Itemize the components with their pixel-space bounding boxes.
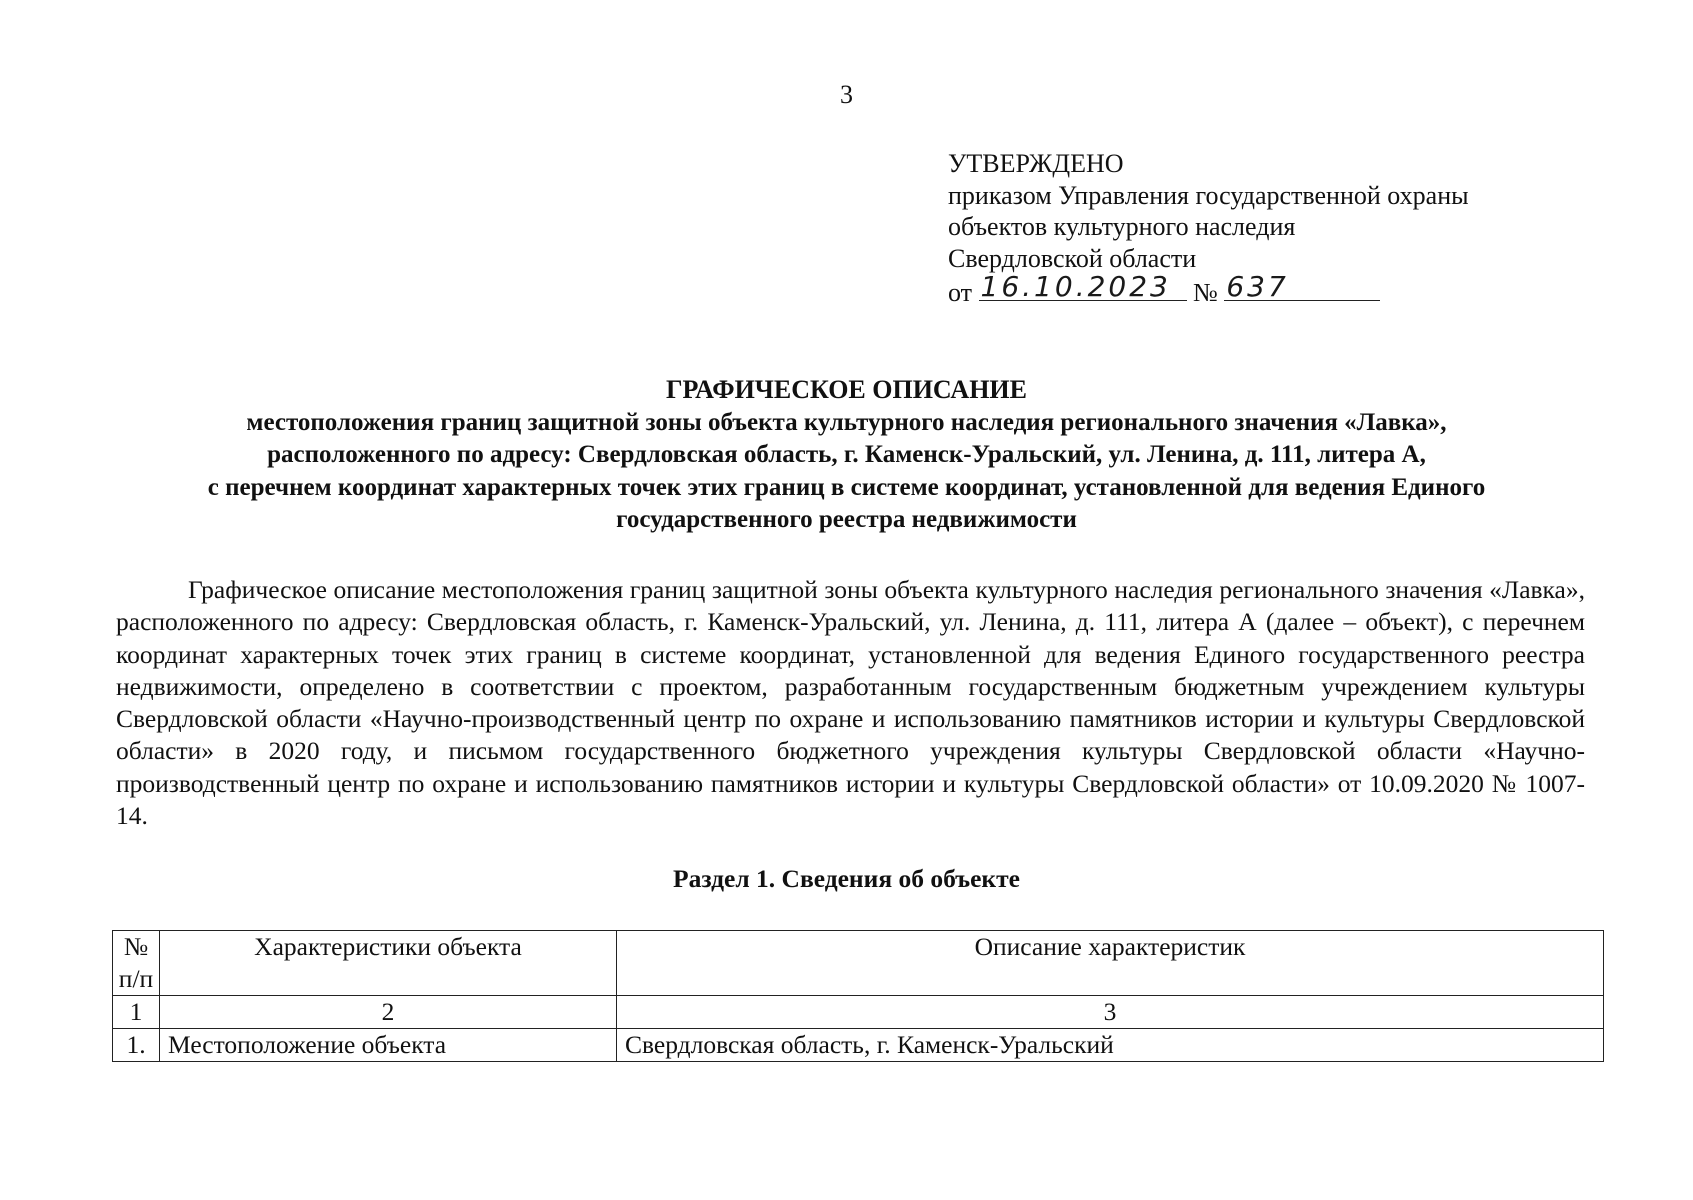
- approval-line-1: приказом Управления государственной охраны: [948, 180, 1469, 210]
- approval-block: [948, 148, 1568, 309]
- header-description: Описание характеристик: [617, 931, 1604, 996]
- column-number-2: 2: [160, 996, 617, 1029]
- document-title: [100, 374, 1593, 537]
- object-info-table: [112, 930, 1604, 1062]
- date-field: [979, 269, 1187, 303]
- handwritten-number: 637: [1226, 269, 1289, 303]
- number-prefix: №: [1193, 278, 1218, 307]
- handwritten-date: 16.10.2023: [980, 269, 1171, 303]
- row-characteristic: Местоположение объекта: [160, 1029, 617, 1062]
- approval-stamp: УТВЕРЖДЕНО: [948, 149, 1124, 178]
- title-line-4: государственного реестра недвижимости: [616, 506, 1077, 533]
- section-heading: Раздел 1. Сведения об объекте: [673, 864, 1020, 893]
- title-line-2: расположенного по адресу: Свердловская область, г. Каменск-Уральский, ул. Ленина, д. 111, литера А,: [267, 441, 1426, 468]
- row-number: 1.: [113, 1029, 160, 1062]
- approval-line-3: Свердловской области: [948, 243, 1197, 273]
- header-characteristics: Характеристики объекта: [160, 931, 617, 996]
- table-row: [113, 1029, 1604, 1062]
- header-number: № п/п: [113, 931, 160, 996]
- title-main: ГРАФИЧЕСКОЕ ОПИСАНИЕ: [666, 375, 1027, 404]
- table-header-row: [113, 931, 1604, 996]
- page-number: 3: [840, 80, 853, 109]
- number-field: [1224, 269, 1380, 303]
- title-line-3: с перечнем координат характерных точек этих границ в системе координат, установленной для ведения Единого: [207, 473, 1486, 501]
- date-prefix: от: [948, 278, 973, 307]
- table-column-numbers-row: [113, 996, 1604, 1029]
- column-number-3: 3: [617, 996, 1604, 1029]
- approval-line-2: объектов культурного наследия: [948, 212, 1296, 241]
- body-paragraph: Графическое описание местоположения границ защитной зоны объекта культурного наследия регионального значения «Лавка», расположенного по адресу: Свердловская область, г. Каменск-Уральский, ул. Ленина, д. 111, литера А (далее – объект), с перечнем координат характерных точек этих границ в системе координат, установленной для ведения Единого государственного реестра недвижимости, определено в соответствии с проектом, разработанным государственным бюджетным учреждением культуры Свердловской области «Научно-производственный центр по охране и использованию памятников истории и культуры Свердловской области» в 2020 году, и письмом государственного бюджетного учреждения культуры Свердловской области «Научно-производственный центр по охране и использованию памятников истории и культуры Свердловской области» от 10.09.2020 № 1007-14.: [116, 575, 1585, 831]
- approval-date-line: [948, 269, 1568, 309]
- column-number-1: 1: [113, 996, 160, 1029]
- title-line-1: местоположения границ защитной зоны объекта культурного наследия регионального значения «Лавка»,: [246, 408, 1447, 436]
- row-description: Свердловская область, г. Каменск-Уральский: [617, 1029, 1604, 1062]
